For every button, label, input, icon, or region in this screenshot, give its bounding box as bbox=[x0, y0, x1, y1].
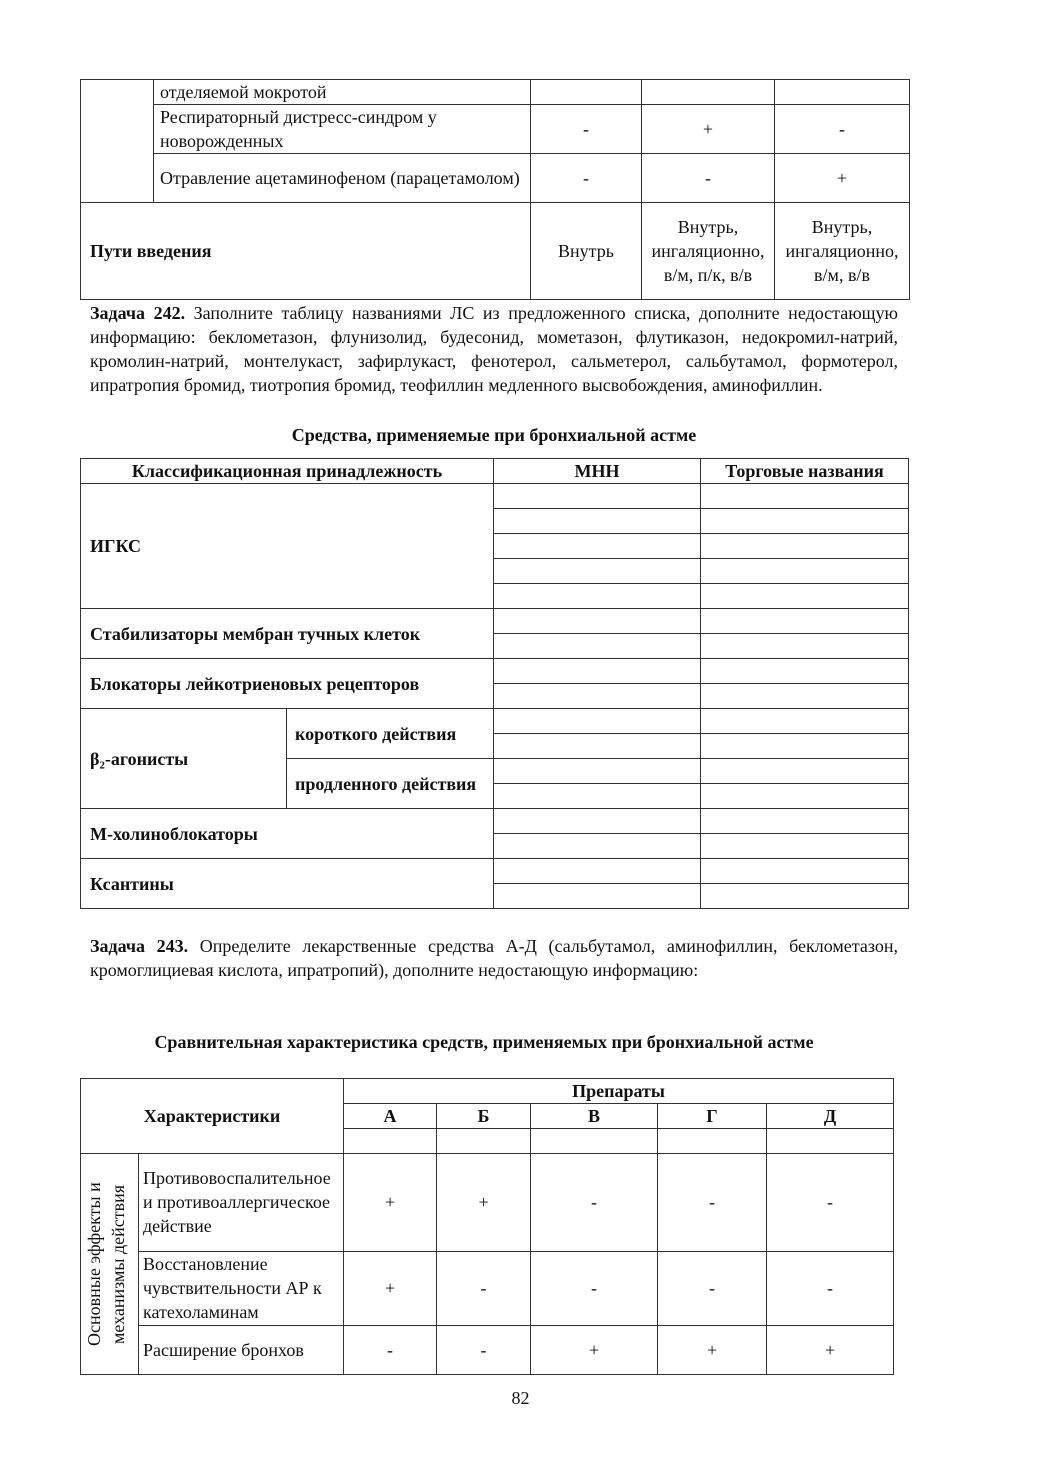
cell: - bbox=[767, 1251, 894, 1325]
blank-cell bbox=[658, 1129, 767, 1154]
blank-cell bbox=[494, 859, 701, 884]
blank-cell bbox=[701, 734, 909, 759]
blank-cell bbox=[767, 1129, 894, 1154]
cell: + bbox=[437, 1154, 531, 1252]
blank-cell bbox=[494, 784, 701, 809]
group-mast-cell-stabilizers: Стабилизаторы мембран тучных клеток bbox=[81, 609, 494, 659]
route-cell: Внутрь, ингаляционно, в/м, в/в bbox=[775, 203, 910, 300]
blank-cell bbox=[701, 584, 909, 609]
row-label: Отравление ацетаминофеном (парацетамолом) bbox=[154, 154, 531, 203]
route-cell: Внутрь bbox=[531, 203, 642, 300]
task-243-body: Определите лекарственные средства А-Д (сальбутамол, аминофиллин, беклометазон, кромоглициевая кислота, ипратропий), дополните недостающую информацию: bbox=[90, 936, 898, 980]
blank-cell bbox=[701, 634, 909, 659]
cell: - bbox=[437, 1325, 531, 1374]
cell: - bbox=[658, 1154, 767, 1252]
cell: + bbox=[642, 105, 775, 154]
cell: - bbox=[767, 1154, 894, 1252]
blank-cell bbox=[494, 759, 701, 784]
blank-cell bbox=[494, 684, 701, 709]
cell: - bbox=[531, 154, 642, 203]
cell: - bbox=[775, 105, 910, 154]
row-label: Респираторный дистресс-синдром у новорожденных bbox=[154, 105, 531, 154]
cell: + bbox=[658, 1325, 767, 1374]
blank-cell bbox=[494, 559, 701, 584]
blank-cell bbox=[494, 809, 701, 834]
blank-cell bbox=[494, 584, 701, 609]
table-title-242: Средства, применяемые при бронхиальной астме bbox=[291, 425, 697, 445]
blank-cell bbox=[494, 534, 701, 559]
blank-cell bbox=[531, 1129, 658, 1154]
cell bbox=[642, 80, 775, 105]
cell: + bbox=[344, 1251, 437, 1325]
empty-cell bbox=[81, 80, 154, 203]
blank-cell bbox=[494, 834, 701, 859]
blank-cell bbox=[701, 534, 909, 559]
row-label: отделяемой мокротой bbox=[154, 80, 531, 105]
cell: - bbox=[658, 1251, 767, 1325]
blank-cell bbox=[701, 859, 909, 884]
asthma-drugs-table bbox=[80, 458, 909, 909]
blank-cell bbox=[494, 884, 701, 909]
drug-header: А bbox=[344, 1104, 437, 1129]
side-label-cell bbox=[81, 1154, 139, 1375]
task-242-body: Заполните таблицу названиями ЛС из предложенного списка, дополните недостающую информацию: беклометазон, флунизолид, будесонид, мометазон, флутиказон, недокромил-натрий, кромолин-натрий, монтелукаст, зафирлукаст, фенотерол, сальметерол, сальбутамол, формотерол, ипратропия бромид, тиотропия бромид, теофиллин медленного высвобождения, аминофиллин. bbox=[90, 303, 898, 395]
blank-cell bbox=[494, 484, 701, 509]
header-classification: Классификационная принадлежность bbox=[81, 459, 494, 484]
cell: + bbox=[767, 1325, 894, 1374]
blank-cell bbox=[701, 784, 909, 809]
blank-cell bbox=[494, 709, 701, 734]
continuation-table bbox=[80, 79, 910, 300]
cell: + bbox=[344, 1154, 437, 1252]
blank-cell bbox=[701, 509, 909, 534]
blank-cell bbox=[494, 734, 701, 759]
blank-cell bbox=[494, 509, 701, 534]
group-m-cholinoblockers: М-холиноблокаторы bbox=[81, 809, 494, 859]
side-label: Основные эффекты и механизмы действия bbox=[83, 1182, 128, 1346]
cell: - bbox=[642, 154, 775, 203]
blank-cell bbox=[701, 659, 909, 684]
route-cell: Внутрь, ингаляционно, в/м, п/к, в/в bbox=[642, 203, 775, 300]
blank-cell bbox=[701, 884, 909, 909]
beta2-short-acting: короткого действия bbox=[287, 709, 494, 759]
drug-header: В bbox=[531, 1104, 658, 1129]
blank-cell bbox=[701, 609, 909, 634]
blank-cell bbox=[701, 834, 909, 859]
blank-cell bbox=[344, 1129, 437, 1154]
cell: + bbox=[775, 154, 910, 203]
header-inn: МНН bbox=[494, 459, 701, 484]
blank-cell bbox=[701, 684, 909, 709]
blank-cell bbox=[701, 559, 909, 584]
blank-cell bbox=[701, 759, 909, 784]
blank-cell bbox=[701, 809, 909, 834]
task-243-text bbox=[90, 934, 898, 982]
blank-cell bbox=[494, 659, 701, 684]
task-243-heading: Задача 243. bbox=[90, 936, 189, 956]
row-label: Восстановление чувствительности АР к катехоламинам bbox=[139, 1251, 344, 1325]
group-xanthines: Ксантины bbox=[81, 859, 494, 909]
comparison-table bbox=[80, 1078, 894, 1375]
beta2-long-acting: продленного действия bbox=[287, 759, 494, 809]
header-trade-names: Торговые названия bbox=[701, 459, 909, 484]
group-igks: ИГКС bbox=[81, 484, 494, 609]
cell: - bbox=[344, 1325, 437, 1374]
task-242-text bbox=[90, 301, 898, 397]
row-label: Расширение бронхов bbox=[139, 1325, 344, 1374]
drug-header: Г bbox=[658, 1104, 767, 1129]
cell bbox=[775, 80, 910, 105]
cell: - bbox=[531, 105, 642, 154]
drug-header: Д bbox=[767, 1104, 894, 1129]
cell: - bbox=[437, 1251, 531, 1325]
blank-cell bbox=[494, 634, 701, 659]
blank-cell bbox=[494, 609, 701, 634]
blank-cell bbox=[701, 484, 909, 509]
task-242-heading: Задача 242. bbox=[90, 303, 186, 323]
cell: - bbox=[531, 1251, 658, 1325]
blank-cell bbox=[701, 709, 909, 734]
header-drugs: Препараты bbox=[344, 1079, 894, 1104]
group-beta2-agonists: β₂-агонисты bbox=[81, 709, 287, 809]
cell: + bbox=[531, 1325, 658, 1374]
cell bbox=[531, 80, 642, 105]
header-characteristics: Характеристики bbox=[81, 1079, 344, 1154]
table-title-243: Сравнительная характеристика средств, применяемых при бронхиальной астме bbox=[154, 1032, 814, 1052]
group-leukotriene-blockers: Блокаторы лейкотриеновых рецепторов bbox=[81, 659, 494, 709]
cell: - bbox=[531, 1154, 658, 1252]
blank-cell bbox=[437, 1129, 531, 1154]
drug-header: Б bbox=[437, 1104, 531, 1129]
row-label: Противовоспалительное и противоаллергическое действие bbox=[139, 1154, 344, 1252]
routes-label: Пути введения bbox=[81, 203, 531, 300]
page-number: 82 bbox=[511, 1388, 530, 1408]
